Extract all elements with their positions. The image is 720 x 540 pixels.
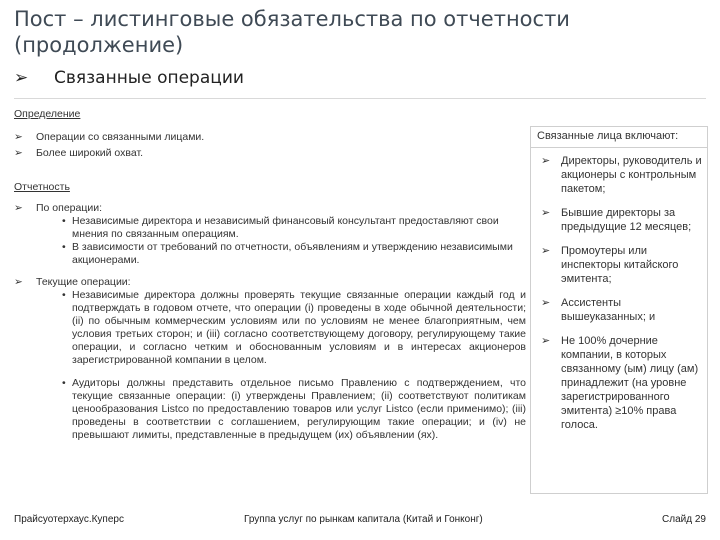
reporting-sub-item: • В зависимости от требований по отчетности, объявлениям и утверждению независимыми акционерами.	[62, 241, 513, 266]
dot-bullet-icon: •	[62, 215, 66, 227]
related-person-item: ➢ Не 100% дочерние компании, в которых связанному (ым) лицу (ам) принадлежит (на уровне зарегистрированного эмитента) ≥10% права голоса.	[541, 335, 699, 431]
footer-company: Прайсуотерхаус.Куперс	[14, 514, 124, 525]
subtitle-text: Связанные операции	[54, 68, 244, 88]
arrow-bullet-icon: ➢	[14, 131, 23, 143]
dot-bullet-icon: •	[62, 377, 66, 389]
footer-group: Группа услуг по рынкам капитала (Китай и Гонконг)	[244, 514, 483, 525]
dot-bullet-icon: •	[62, 289, 66, 301]
related-persons-box	[530, 126, 708, 494]
related-person-item: ➢ Директоры, руководитель и акционеры с контрольным пакетом;	[541, 155, 702, 195]
arrow-bullet-icon: ➢	[14, 68, 29, 88]
reporting-sub-item: • Независимые директора и независимый финансовый консультант предоставляют свои мнения по связанным операциям.	[62, 215, 499, 240]
arrow-bullet-icon: ➢	[14, 276, 23, 288]
dot-bullet-icon: •	[62, 241, 66, 253]
related-person-item: ➢ Промоутеры или инспекторы китайского эмитента;	[541, 245, 679, 285]
definition-item: ➢ Более широкий охват.	[14, 147, 144, 159]
arrow-bullet-icon: ➢	[541, 297, 551, 309]
definition-item: ➢ Операции со связанными лицами.	[14, 131, 205, 143]
definition-heading: Определение	[14, 108, 81, 120]
reporting-item-current: ➢ Текущие операции:	[14, 276, 131, 288]
reporting-sub-item: • Независимые директора должны проверять текущие связанные операции каждый год и подтверждать в годовом отчете, что операции (i) проведены в ходе обычной деятельности; (ii) по обычным коммерческим условиям или по условиям не менее благоприятным, чем условия третьих сторон; и (iii) согласно соответствующему договору, регулирующему такие операции, и согласно четким и обоснованным условиям и в интересах акционеров зарегистрированной компании в целом.	[62, 289, 526, 366]
reporting-sub-item: • Аудиторы должны представить отдельное письмо Правлению с подтверждением, что текущие связанные операции: (i) утверждены Правлением; (ii) соответствуют политикам ценообразования Listco по предоставлению товаров или услуг Listco (если применимо); (iii) проведены в соответствии с соглашением, регулирующим такие операции; и (iv) не превышают лимиты, представленные в предыдущем (их) объявлении (ях).	[62, 377, 526, 441]
page-title: Пост – листинговые обязательства по отчетности (продолжение)	[14, 7, 570, 57]
footer-slide-number: Слайд 29	[662, 514, 706, 525]
title-divider	[14, 98, 706, 99]
left-content	[14, 108, 526, 442]
arrow-bullet-icon: ➢	[541, 335, 551, 347]
related-person-item: ➢ Бывшие директоры за предыдущие 12 месяцев;	[541, 207, 692, 233]
related-person-item: ➢ Ассистенты вышеуказанных; и	[541, 297, 656, 323]
arrow-bullet-icon: ➢	[14, 202, 23, 214]
arrow-bullet-icon: ➢	[541, 207, 551, 219]
reporting-item-operation: ➢ По операции:	[14, 202, 103, 214]
arrow-bullet-icon: ➢	[14, 147, 23, 159]
arrow-bullet-icon: ➢	[541, 155, 551, 167]
section-subtitle	[14, 68, 244, 88]
arrow-bullet-icon: ➢	[541, 245, 551, 257]
reporting-heading: Отчетность	[14, 181, 70, 193]
related-persons-heading: Связанные лица включают:	[531, 127, 707, 148]
